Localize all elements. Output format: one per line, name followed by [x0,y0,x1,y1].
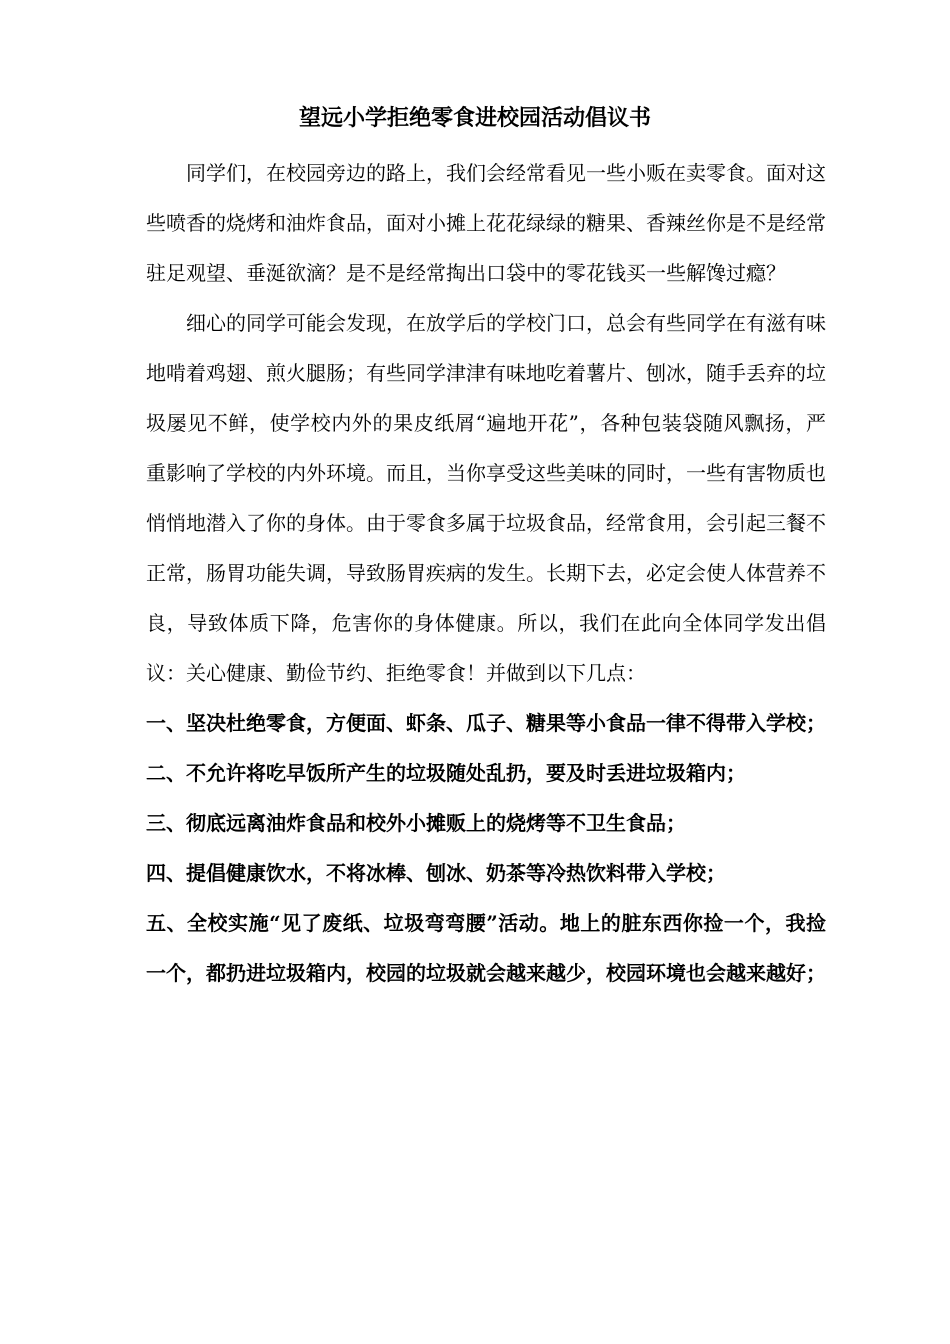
paragraph-intro: 同学们，在校园旁边的路上，我们会经常看见一些小贩在卖零食。面对这些喷香的烧烤和油炸食品，面对小摊上花花绿绿的糖果、香辣丝你是不是经常驻足观望、垂涎欲滴？是不是经常掏出口袋中的零花钱买一些解馋过瘾？ [146,161,826,285]
paragraph-observation: 细心的同学可能会发现，在放学后的学校门口，总会有些同学在有滋有味地啃着鸡翅、煎火腿肠；有些同学津津有味地吃着薯片、刨冰，随手丢弃的垃圾屡见不鲜，使学校内外的果皮纸屑“遍地开花”，各种包装袋随风飘扬，严重影响了学校的内外环境。而且，当你享受这些美味的同时，一些有害物质也悄悄地潜入了你的身体。由于零食多属于垃圾食品，经常食用，会引起三餐不正常，肠胃功能失调，导致肠胃疾病的发生。长期下去，必定会使人体营养不良，导致体质下降，危害你的身体健康。所以，我们在此向全体同学发出倡议：关心健康、勤俭节约、拒绝零食！并做到以下几点： [146,311,826,685]
proposal-item-1: 一、坚决杜绝零食，方便面、虾条、瓜子、糖果等小食品一律不得带入学校； [146,711,826,735]
proposal-item-5: 五、全校实施“见了废纸、垃圾弯弯腰”活动。地上的脏东西你捡一个，我捡一个，都扔进垃圾箱内，校园的垃圾就会越来越少，校园环境也会越来越好； [146,911,826,985]
document-title: 望远小学拒绝零食进校园活动倡议书 [298,105,651,131]
document-body [146,148,826,998]
proposal-item-4: 四、提倡健康饮水，不将冰棒、刨冰、奶茶等冷热饮料带入学校； [146,861,726,885]
proposal-item-3: 三、彻底远离油炸食品和校外小摊贩上的烧烤等不卫生食品； [146,811,686,835]
proposal-item-2: 二、不允许将吃早饭所产生的垃圾随处乱扔，要及时丢进垃圾箱内； [146,761,746,785]
